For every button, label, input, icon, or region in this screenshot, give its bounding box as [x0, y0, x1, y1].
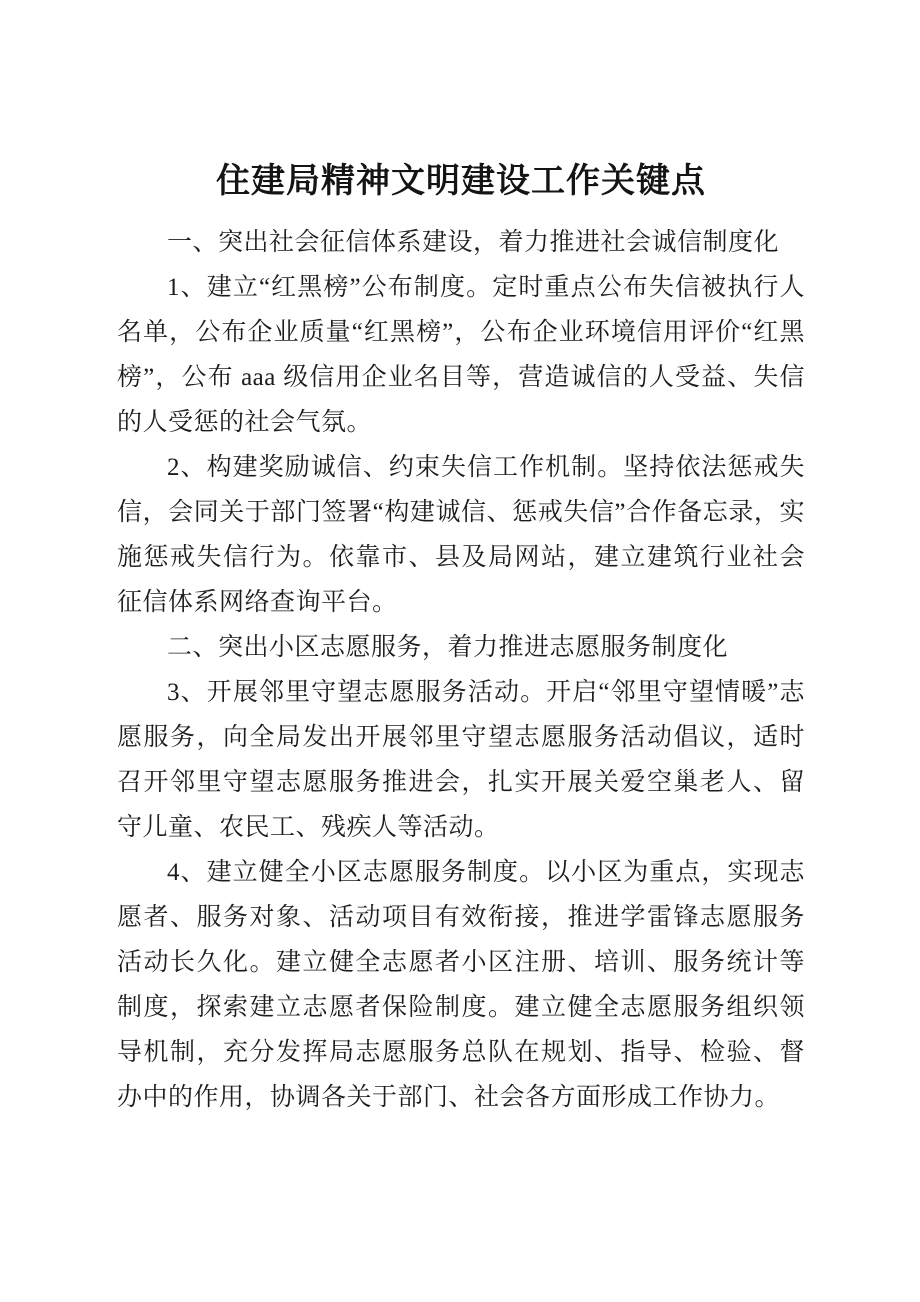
paragraph-item-4: 4、建立健全小区志愿服务制度。以小区为重点，实现志愿者、服务对象、活动项目有效衔接，推进学雷锋志愿服务活动长久化。建立健全志愿者小区注册、培训、服务统计等制度，探索建立志愿者保险制度。建立健全志愿服务组织领导机制，充分发挥局志愿服务总队在规划、指导、检验、督办中的作用，协调各关于部门、社会各方面形成工作协力。	[117, 859, 805, 1111]
paragraph-item-1: 1、建立“红黑榜”公布制度。定时重点公布失信被执行人名单，公布企业质量“红黑榜”，公布企业环境信用评价“红黑榜”，公布 aaa 级信用企业名目等，营造诚信的人受益、失信的人受惩的社会气氛。	[117, 274, 805, 436]
document-body	[117, 220, 805, 1120]
section-heading-2: 二、突出小区志愿服务，着力推进志愿服务制度化	[167, 634, 729, 661]
document-title: 住建局精神文明建设工作关键点	[216, 163, 706, 200]
paragraph-item-3: 3、开展邻里守望志愿服务活动。开启“邻里守望情暖”志愿服务，向全局发出开展邻里守望志愿服务活动倡议，适时召开邻里守望志愿服务推进会，扎实开展关爱空巢老人、留守儿童、农民工、残疾人等活动。	[117, 679, 805, 841]
paragraph-item-2: 2、构建奖励诚信、约束失信工作机制。坚持依法惩戒失信，会同关于部门签署“构建诚信、惩戒失信”合作备忘录，实施惩戒失信行为。依靠市、县及局网站，建立建筑行业社会征信体系网络查询平台。	[117, 454, 805, 616]
section-heading-1: 一、突出社会征信体系建设，着力推进社会诚信制度化	[167, 229, 780, 256]
